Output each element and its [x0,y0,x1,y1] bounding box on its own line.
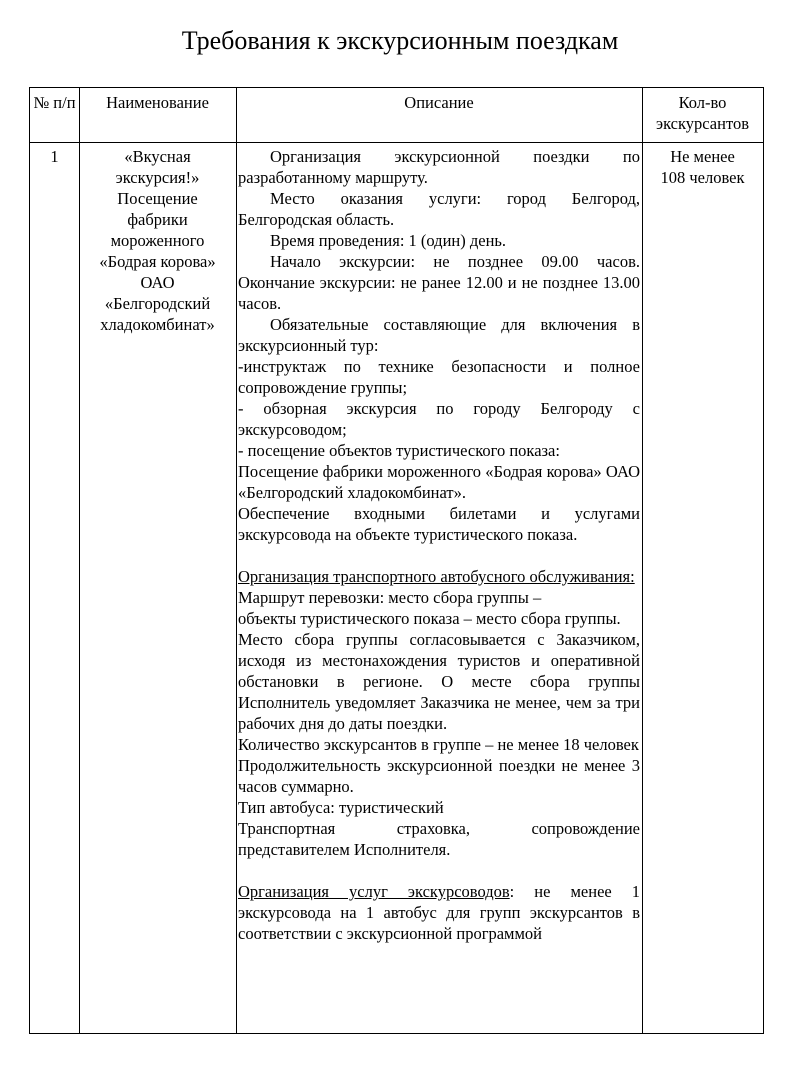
header-divider [30,142,763,143]
document-title: Требования к экскурсионным поездкам [181,26,619,55]
desc-paragraph: Место сбора группы согласовывается с Заказчиком, исходя из местонахождения туристов и оперативной обстановки в регионе. О месте сбора группы Исполнитель уведомляет Заказчика не менее, чем за три рабочих дня до даты поездки. [238,630,640,733]
row-description [238,146,640,944]
desc-paragraph: Тип автобуса: туристический [238,798,444,817]
column-divider [642,88,643,1033]
row-name-line: мороженного [110,231,205,250]
desc-paragraph: Количество экскурсантов в группе – не менее 18 человек [238,735,639,754]
guide-paragraph [238,881,640,944]
desc-paragraph: Место оказания услуги: город Белгород, Белгородская область. [238,189,640,229]
header-quantity [642,92,763,134]
row-quantity-line: Не менее [670,147,735,166]
row-name [79,146,236,335]
desc-paragraph: - посещение объектов туристического показа: [238,441,560,460]
desc-paragraph: Время проведения: 1 (один) день. [270,231,507,250]
header-number: № п/п [33,93,76,112]
column-divider [236,88,237,1033]
desc-paragraph: Маршрут перевозки: место сбора группы – [238,588,542,607]
header-name: Наименование [106,93,209,112]
desc-paragraph: объекты туристического показа – место сбора группы. [238,609,621,628]
header-quantity-line: экскурсантов [655,114,749,133]
desc-paragraph: Посещение фабрики мороженного «Бодрая корова» ОАО «Белгородский хладокомбинат». [238,462,640,502]
desc-paragraph: Обязательные составляющие для включения в экскурсионный тур: [238,315,640,355]
desc-paragraph: Организация экскурсионной поездки по разработанному маршруту. [238,147,640,187]
row-name-line: ОАО [140,273,175,292]
row-name-line: «Белгородский [104,294,211,313]
desc-paragraph: - обзорная экскурсия по городу Белгороду с экскурсоводом; [238,399,640,439]
desc-paragraph: Транспортная страховка, сопровождение представителем Исполнителя. [238,819,640,859]
row-name-line: Посещение [117,189,198,208]
desc-paragraph: Начало экскурсии: не позднее 09.00 часов. Окончание экскурсии: не ранее 12.00 и не позднее 13.00 часов. [238,252,640,313]
desc-paragraph: Обеспечение входными билетами и услугами экскурсовода на объекте туристического показа. [238,504,640,544]
header-quantity-line: Кол-во [678,93,727,112]
requirements-table [29,87,764,1034]
row-name-line: хладокомбинат» [100,315,215,334]
row-quantity [642,146,763,188]
desc-paragraph: -инструктаж по технике безопасности и полное сопровождение группы; [238,357,640,397]
row-number: 1 [50,147,59,166]
transport-heading: Организация транспортного автобусного обслуживания: [238,567,635,586]
row-quantity-line: 108 человек [660,168,745,187]
row-name-line: фабрики [127,210,188,229]
guide-heading: Организация услуг экскурсоводов [238,882,510,901]
desc-paragraph: Продолжительность экскурсионной поездки не менее 3 часов суммарно. [238,756,640,796]
header-description: Описание [404,93,474,112]
row-name-line: экскурсия!» [115,168,200,187]
row-name-line: «Бодрая корова» [99,252,216,271]
row-name-line: «Вкусная [124,147,191,166]
guide-text: : не менее 1 экскурсовода на 1 автобус для групп экскурсантов в соответствии с экскурсионной программой [238,882,641,943]
